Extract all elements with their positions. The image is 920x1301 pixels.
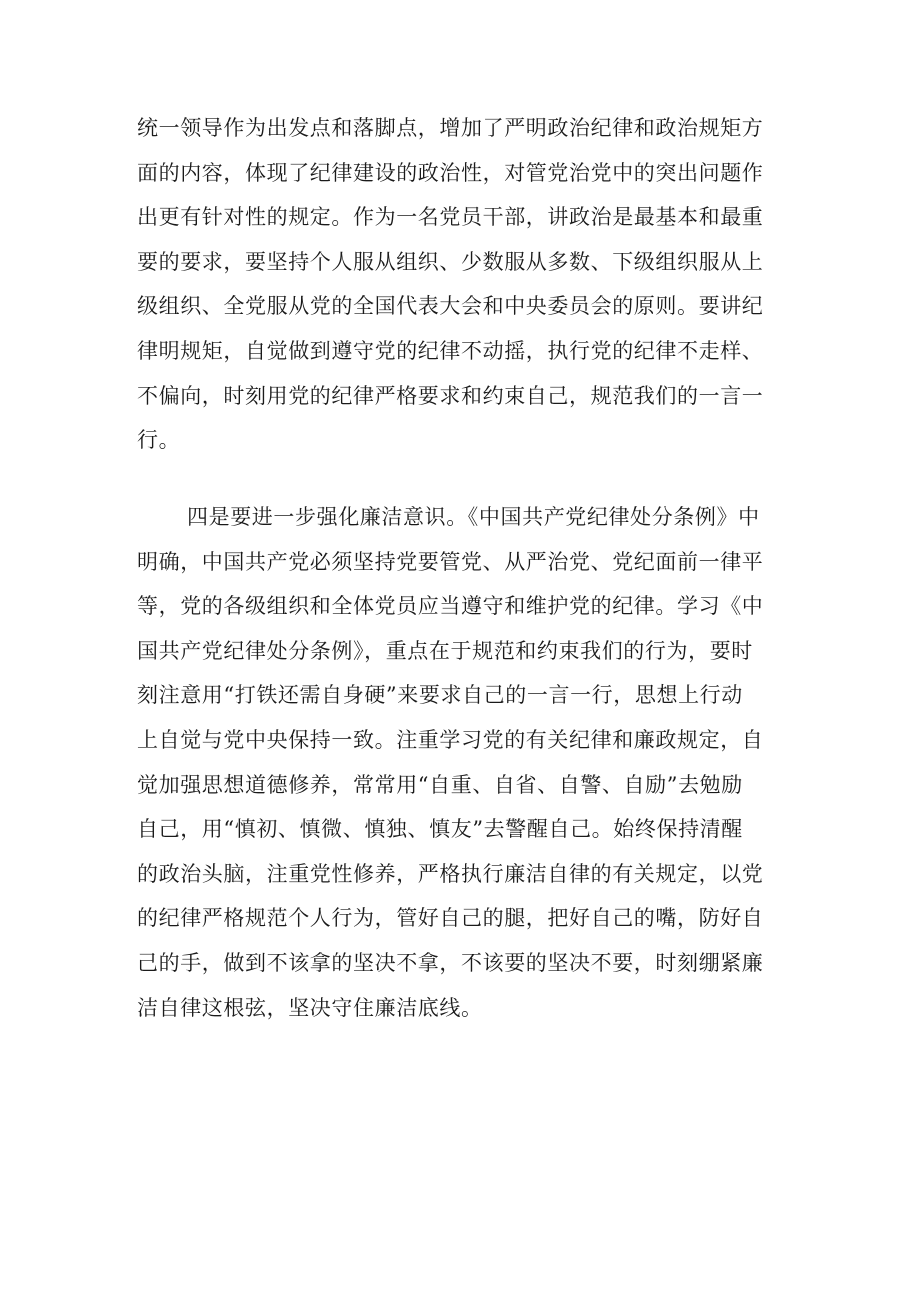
text-line: 律明规矩，自觉做到遵守党的纪律不动摇，执行党的纪律不走样、 xyxy=(137,338,764,363)
text-line-first xyxy=(137,495,767,540)
text-line: 上自觉与党中央保持一致。注重学习党的有关纪律和廉政规定，自 xyxy=(137,727,764,752)
text-line-content: 四是要进一步强化廉洁意识。《中国共产党纪律处分条例》中 xyxy=(187,505,760,529)
text-line: 明确，中国共产党必须坚持党要管党、从严治党、党纪面前一律平 xyxy=(137,549,764,574)
text-line: 觉加强思想道德修养，常常用“自重、自省、自警、自励”去勉励 xyxy=(137,772,743,797)
text-line: 级组织、全党服从党的全国代表大会和中央委员会的原则。要讲纪 xyxy=(137,294,764,319)
text-line: 不偏向，时刻用党的纪律严格要求和约束自己，规范我们的一言一 xyxy=(137,383,764,408)
text-line: 刻注意用“打铁还需自身硬”来要求自己的一言一行，思想上行动 xyxy=(137,683,743,708)
text-line: 的纪律严格规范个人行为，管好自己的腿，把好自己的嘴，防好自 xyxy=(137,906,764,931)
text-line: 行。 xyxy=(137,428,181,453)
text-line: 己的手，做到不该拿的坚决不拿，不该要的坚决不要，时刻绷紧廉 xyxy=(137,950,764,975)
text-line: 洁自律这根弦，坚决守住廉洁底线。 xyxy=(137,995,483,1020)
text-line: 面的内容，体现了纪律建设的政治性，对管党治党中的突出问题作 xyxy=(137,160,764,185)
text-line: 要的要求，要坚持个人服从组织、少数服从多数、下级组织服从上 xyxy=(137,249,764,274)
text-line: 出更有针对性的规定。作为一名党员干部，讲政治是最基本和最重 xyxy=(137,205,764,230)
text-line: 国共产党纪律处分条例》，重点在于规范和约束我们的行为，要时 xyxy=(137,638,753,663)
paragraph-2 xyxy=(137,495,767,1030)
text-line: 自己，用“慎初、慎微、慎独、慎友”去警醒自己。始终保持清醒 xyxy=(137,817,743,842)
text-line: 统一领导作为出发点和落脚点，增加了严明政治纪律和政治规矩方 xyxy=(137,116,764,140)
text-line: 等，党的各级组织和全体党员应当遵守和维护党的纪律。学习《中 xyxy=(137,594,764,619)
text-line: 的政治头脑，注重党性修养，严格执行廉洁自律的有关规定，以党 xyxy=(137,861,764,886)
paragraph-1 xyxy=(137,106,767,463)
